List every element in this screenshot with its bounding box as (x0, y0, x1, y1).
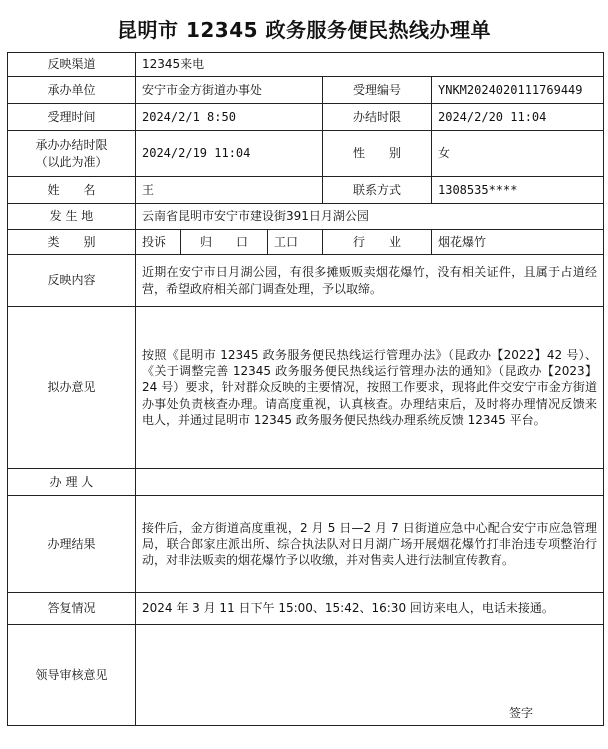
label-contact: 联系方式 (323, 177, 432, 204)
label-deadline (8, 131, 136, 177)
row-draft-opinion (8, 307, 604, 469)
row-handler (8, 469, 604, 496)
signature-label: 签字 (509, 705, 534, 720)
label-draft-opinion: 拟办意见 (8, 307, 136, 469)
row-category (8, 230, 604, 255)
value-reply: 2024 年 3 月 11 日下午 15:00、15:42、16:30 回访来电人，电话未接通。 (136, 593, 604, 625)
value-deadline: 2024/2/19 11:04 (136, 131, 323, 177)
label-location: 发 生 地 (8, 204, 136, 230)
label-ticket-no: 受理编号 (323, 77, 432, 104)
row-name (8, 177, 604, 204)
value-accept-time: 2024/2/1 8:50 (136, 104, 323, 131)
label-deadline-line1: 承办办结时限 (35, 138, 108, 153)
value-draft-opinion: 按照《昆明市 12345 政务服务便民热线运行管理办法》（昆政办【2022】42 号）、《关于调整完善 12345 政务服务便民热线运行管理办法的通知》（昆政办【2023】24 号）要求，针对群众反映的主要情况，按照工作要求，现将此件交安宁市金方街道办事处负责核查办理。请高度重视，认真核查。办理结束后，及时将办理情况反馈来电人，并通过昆明市 12345 政务服务便民热线办理系统反馈 12345 平台。 (136, 307, 604, 469)
row-deadline (8, 131, 604, 177)
value-gender: 女 (432, 131, 604, 177)
value-result: 接件后，金方街道高度重视，2 月 5 日—2 月 7 日街道应急中心配合安宁市应急管理局，联合郎家庄派出所、综合执法队对日月湖广场开展烟花爆竹打非治违专项整治行动，对非法贩卖的烟花爆竹予以收缴，并对售卖人进行法制宣传教育。 (136, 496, 604, 593)
row-accept-time (8, 104, 604, 131)
label-result: 办理结果 (8, 496, 136, 593)
value-industry: 烟花爆竹 (432, 230, 604, 255)
label-handler: 办 理 人 (8, 469, 136, 496)
label-channel: 反映渠道 (8, 53, 136, 77)
value-category: 投诉 (136, 230, 181, 255)
value-belong: 工口 (268, 230, 323, 255)
hotline-form-table (7, 52, 604, 726)
document-title: 昆明市 12345 政务服务便民热线办理单 (116, 18, 491, 42)
value-leader-review (136, 625, 604, 726)
value-ticket-no: YNKM2024020111769449 (432, 77, 604, 104)
label-reply: 答复情况 (8, 593, 136, 625)
label-belong: 归 口 (181, 230, 268, 255)
value-close-deadline: 2024/2/20 11:04 (432, 104, 604, 131)
row-handling-unit (8, 77, 604, 104)
label-deadline-line2: （以此为准） (35, 154, 108, 169)
value-contact: 1308535**** (432, 177, 604, 204)
row-content (8, 255, 604, 307)
label-handling-unit: 承办单位 (8, 77, 136, 104)
label-accept-time: 受理时间 (8, 104, 136, 131)
label-gender: 性 别 (323, 131, 432, 177)
row-location (8, 204, 604, 230)
label-industry: 行 业 (323, 230, 432, 255)
value-name: 王 (136, 177, 323, 204)
label-content: 反映内容 (8, 255, 136, 307)
row-leader-review (8, 625, 604, 726)
row-result (8, 496, 604, 593)
label-category: 类 别 (8, 230, 136, 255)
label-leader-review: 领导审核意见 (8, 625, 136, 726)
value-channel: 12345来电 (136, 53, 604, 77)
value-content: 近期在安宁市日月湖公园，有很多摊贩贩卖烟花爆竹，没有相关证件，且属于占道经营，希望政府相关部门调查处理，予以取缔。 (136, 255, 604, 307)
label-name: 姓 名 (8, 177, 136, 204)
label-close-deadline: 办结时限 (323, 104, 432, 131)
row-channel (8, 53, 604, 77)
row-reply (8, 593, 604, 625)
value-handler (136, 469, 604, 496)
value-location: 云南省昆明市安宁市建设街391日月湖公园 (136, 204, 604, 230)
value-handling-unit: 安宁市金方街道办事处 (136, 77, 323, 104)
